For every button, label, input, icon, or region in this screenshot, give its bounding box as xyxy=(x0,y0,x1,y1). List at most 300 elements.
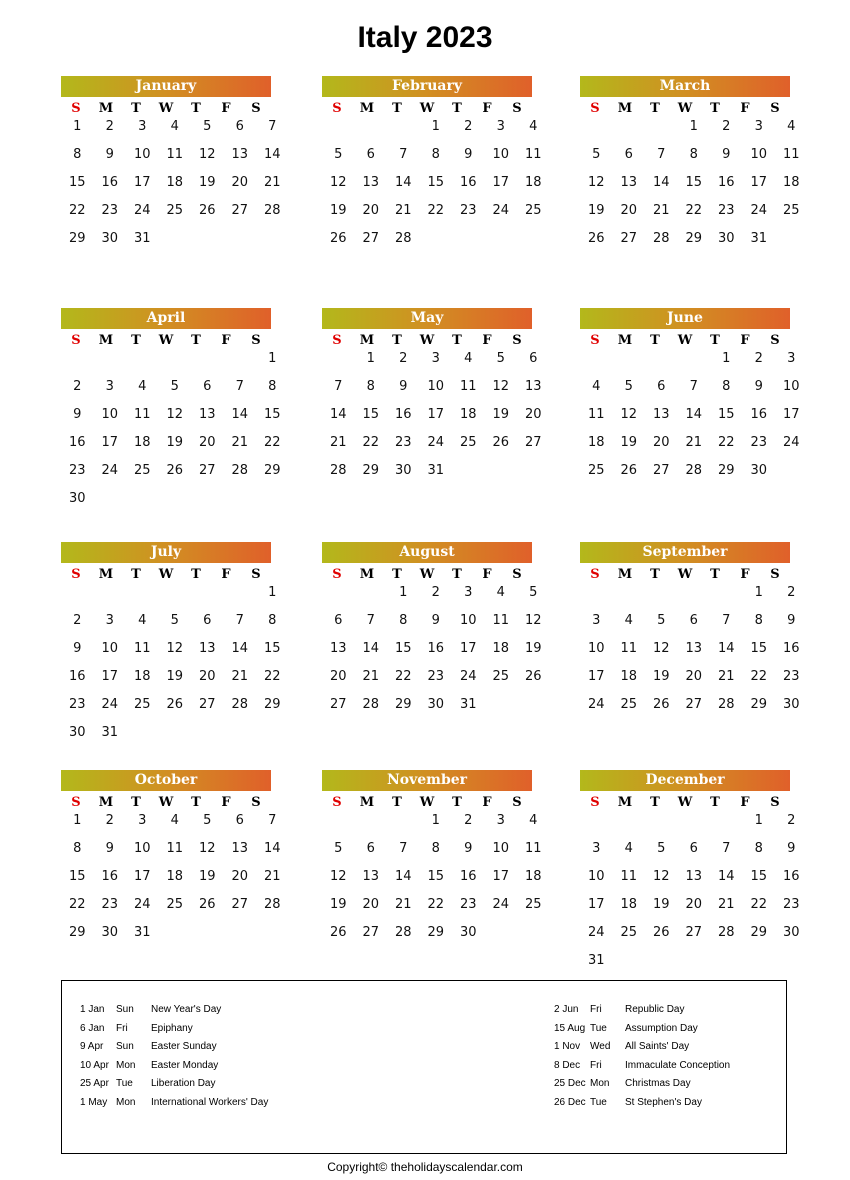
day-cell: 20 xyxy=(685,897,703,912)
day-cell: 22 xyxy=(362,435,380,450)
holiday-name: Immaculate Conception xyxy=(625,1059,731,1071)
day-cell: 11 xyxy=(524,147,542,162)
empty-cell xyxy=(322,585,355,613)
day-cell: 29 xyxy=(750,697,768,712)
weekday-label: W xyxy=(677,332,693,348)
day-grid xyxy=(322,119,542,259)
day-cell: 20 xyxy=(231,869,249,884)
month-september xyxy=(580,542,800,725)
day-cell: 11 xyxy=(620,869,638,884)
weekday-label: S xyxy=(332,332,342,348)
day-cell: 31 xyxy=(427,463,445,478)
day-cell: 18 xyxy=(524,175,542,190)
day-cell: 24 xyxy=(133,897,151,912)
day-cell: 17 xyxy=(133,175,151,190)
day-cell: 29 xyxy=(427,925,445,940)
empty-cell xyxy=(645,351,678,379)
day-cell: 14 xyxy=(231,407,249,422)
day-cell: 22 xyxy=(68,203,86,218)
weekday-label: T xyxy=(191,100,201,116)
weekday-label: W xyxy=(158,566,174,582)
day-cell: 18 xyxy=(133,669,151,684)
day-cell: 21 xyxy=(329,435,347,450)
day-cell: 12 xyxy=(524,613,542,628)
day-cell: 11 xyxy=(587,407,605,422)
month-april xyxy=(61,308,281,519)
day-cell: 10 xyxy=(587,641,605,656)
day-cell: 19 xyxy=(524,641,542,656)
day-cell: 16 xyxy=(750,407,768,422)
weekday-label: T xyxy=(191,332,201,348)
day-cell: 11 xyxy=(492,613,510,628)
day-cell: 16 xyxy=(68,669,86,684)
weekday-label: S xyxy=(590,794,600,810)
day-cell: 29 xyxy=(263,697,281,712)
day-cell: 19 xyxy=(587,203,605,218)
day-cell: 20 xyxy=(685,669,703,684)
holiday-name: St Stephen's Day xyxy=(625,1096,702,1108)
day-cell: 29 xyxy=(685,231,703,246)
day-cell: 17 xyxy=(492,175,510,190)
holiday-name: Easter Sunday xyxy=(151,1041,217,1053)
weekday-label: M xyxy=(617,332,633,348)
day-cell: 25 xyxy=(166,897,184,912)
day-cell: 1 xyxy=(431,119,440,134)
weekday-label: W xyxy=(419,794,435,810)
empty-cell xyxy=(613,813,646,841)
day-cell: 9 xyxy=(464,147,473,162)
weekday-label: F xyxy=(482,566,492,582)
day-cell: 26 xyxy=(652,925,670,940)
day-cell: 14 xyxy=(717,641,735,656)
day-grid xyxy=(580,119,800,259)
day-cell: 3 xyxy=(496,119,505,134)
weekday-label: F xyxy=(221,332,231,348)
month-november xyxy=(322,770,542,953)
weekday-label: M xyxy=(359,794,375,810)
month-december xyxy=(580,770,800,981)
empty-cell xyxy=(710,813,743,841)
empty-cell xyxy=(126,351,159,379)
weekday-header-row xyxy=(580,563,790,585)
day-grid xyxy=(61,585,281,753)
day-cell: 18 xyxy=(620,897,638,912)
day-cell: 10 xyxy=(750,147,768,162)
day-cell: 23 xyxy=(459,897,477,912)
weekday-label: M xyxy=(98,332,114,348)
day-cell: 3 xyxy=(431,351,440,366)
day-cell: 30 xyxy=(459,925,477,940)
month-header: February xyxy=(322,76,532,97)
holiday-name: Republic Day xyxy=(625,1004,685,1015)
weekday-label: T xyxy=(452,332,462,348)
day-cell: 25 xyxy=(492,669,510,684)
holiday-row xyxy=(80,1038,268,1057)
day-cell: 10 xyxy=(101,641,119,656)
day-cell: 4 xyxy=(624,613,633,628)
day-cell: 28 xyxy=(652,231,670,246)
day-cell: 25 xyxy=(166,203,184,218)
day-cell: 16 xyxy=(717,175,735,190)
day-cell: 13 xyxy=(685,641,703,656)
day-cell: 22 xyxy=(263,669,281,684)
day-cell: 26 xyxy=(329,231,347,246)
weekday-label: W xyxy=(158,100,174,116)
day-cell: 29 xyxy=(68,925,86,940)
day-cell: 5 xyxy=(334,841,343,856)
day-cell: 12 xyxy=(587,175,605,190)
weekday-label: F xyxy=(740,566,750,582)
weekday-label: S xyxy=(512,566,522,582)
day-cell: 20 xyxy=(198,435,216,450)
day-cell: 24 xyxy=(101,463,119,478)
day-cell: 2 xyxy=(73,379,82,394)
holiday-weekday: Fri xyxy=(116,1022,128,1034)
day-cell: 22 xyxy=(750,897,768,912)
day-cell: 3 xyxy=(754,119,763,134)
day-cell: 11 xyxy=(782,147,800,162)
empty-cell xyxy=(678,351,711,379)
day-cell: 2 xyxy=(787,813,796,828)
day-cell: 27 xyxy=(685,925,703,940)
weekday-header-row xyxy=(580,329,790,351)
day-cell: 17 xyxy=(587,669,605,684)
month-august xyxy=(322,542,542,725)
day-cell: 21 xyxy=(263,869,281,884)
day-cell: 5 xyxy=(170,613,179,628)
day-cell: 4 xyxy=(624,841,633,856)
holiday-date: 8 Dec xyxy=(554,1059,581,1071)
day-cell: 29 xyxy=(263,463,281,478)
day-cell: 4 xyxy=(592,379,601,394)
day-cell: 19 xyxy=(620,435,638,450)
day-cell: 17 xyxy=(782,407,800,422)
weekday-label: M xyxy=(617,794,633,810)
day-cell: 19 xyxy=(198,175,216,190)
holiday-name: Epiphany xyxy=(151,1022,193,1034)
weekday-label: W xyxy=(419,332,435,348)
day-cell: 13 xyxy=(620,175,638,190)
day-cell: 27 xyxy=(231,203,249,218)
day-cell: 27 xyxy=(329,697,347,712)
day-cell: 15 xyxy=(750,869,768,884)
holiday-date: 25 Dec xyxy=(554,1078,586,1090)
day-cell: 5 xyxy=(170,379,179,394)
empty-cell xyxy=(322,813,355,841)
day-cell: 5 xyxy=(529,585,538,600)
weekday-label: F xyxy=(740,332,750,348)
day-cell: 6 xyxy=(203,379,212,394)
day-cell: 4 xyxy=(464,351,473,366)
day-cell: 16 xyxy=(101,869,119,884)
day-cell: 2 xyxy=(431,585,440,600)
weekday-label: F xyxy=(740,100,750,116)
holiday-date: 26 Dec xyxy=(554,1096,586,1108)
day-cell: 3 xyxy=(464,585,473,600)
day-cell: 9 xyxy=(399,379,408,394)
day-cell: 17 xyxy=(101,669,119,684)
day-cell: 3 xyxy=(592,841,601,856)
month-header: June xyxy=(580,308,790,329)
day-cell: 8 xyxy=(431,147,440,162)
day-cell: 28 xyxy=(717,925,735,940)
day-cell: 27 xyxy=(524,435,542,450)
day-cell: 1 xyxy=(399,585,408,600)
day-cell: 12 xyxy=(329,869,347,884)
holiday-row xyxy=(554,1020,730,1039)
day-cell: 20 xyxy=(198,669,216,684)
weekday-label: T xyxy=(710,794,720,810)
day-cell: 31 xyxy=(133,925,151,940)
day-cell: 15 xyxy=(427,869,445,884)
weekday-label: S xyxy=(512,100,522,116)
weekday-label: M xyxy=(617,100,633,116)
day-cell: 11 xyxy=(459,379,477,394)
weekday-label: W xyxy=(158,332,174,348)
weekday-label: T xyxy=(650,794,660,810)
holiday-weekday: Mon xyxy=(116,1096,136,1108)
day-cell: 18 xyxy=(782,175,800,190)
day-cell: 14 xyxy=(717,869,735,884)
day-cell: 6 xyxy=(657,379,666,394)
month-header: September xyxy=(580,542,790,563)
day-grid xyxy=(61,813,281,953)
day-grid xyxy=(322,813,542,953)
day-cell: 6 xyxy=(235,119,244,134)
weekday-label: T xyxy=(131,566,141,582)
weekday-label: T xyxy=(131,794,141,810)
weekday-label: W xyxy=(419,566,435,582)
weekday-label: T xyxy=(452,566,462,582)
empty-cell xyxy=(191,585,224,613)
day-cell: 9 xyxy=(105,147,114,162)
day-cell: 30 xyxy=(68,491,86,506)
day-cell: 6 xyxy=(624,147,633,162)
day-cell: 23 xyxy=(427,669,445,684)
holiday-date: 1 May xyxy=(80,1096,108,1108)
day-cell: 27 xyxy=(198,463,216,478)
day-cell: 24 xyxy=(459,669,477,684)
month-header: December xyxy=(580,770,790,791)
day-cell: 25 xyxy=(524,897,542,912)
empty-cell xyxy=(678,813,711,841)
day-cell: 23 xyxy=(101,897,119,912)
day-cell: 10 xyxy=(133,841,151,856)
weekday-header-row xyxy=(61,329,271,351)
day-cell: 28 xyxy=(394,231,412,246)
day-cell: 30 xyxy=(750,463,768,478)
empty-cell xyxy=(580,119,613,147)
holiday-weekday: Tue xyxy=(590,1096,607,1108)
day-cell: 7 xyxy=(722,841,731,856)
weekday-label: T xyxy=(392,100,402,116)
day-cell: 9 xyxy=(73,407,82,422)
page-title: Italy 2023 xyxy=(357,21,493,54)
day-cell: 18 xyxy=(524,869,542,884)
day-cell: 15 xyxy=(263,641,281,656)
day-cell: 18 xyxy=(166,175,184,190)
day-cell: 31 xyxy=(587,953,605,968)
day-cell: 1 xyxy=(73,813,82,828)
day-cell: 19 xyxy=(652,669,670,684)
day-cell: 4 xyxy=(170,119,179,134)
empty-cell xyxy=(678,585,711,613)
day-cell: 4 xyxy=(787,119,796,134)
day-cell: 13 xyxy=(329,641,347,656)
holiday-weekday: Tue xyxy=(590,1022,607,1034)
day-cell: 2 xyxy=(754,351,763,366)
day-cell: 15 xyxy=(68,869,86,884)
day-cell: 29 xyxy=(68,231,86,246)
day-cell: 2 xyxy=(464,119,473,134)
holiday-name: Easter Monday xyxy=(151,1059,219,1071)
day-cell: 21 xyxy=(231,435,249,450)
day-cell: 12 xyxy=(329,175,347,190)
weekday-label: T xyxy=(131,332,141,348)
empty-cell xyxy=(94,585,127,613)
weekday-label: F xyxy=(221,100,231,116)
day-cell: 5 xyxy=(657,841,666,856)
day-cell: 19 xyxy=(166,435,184,450)
day-cell: 6 xyxy=(529,351,538,366)
weekday-header-row xyxy=(322,97,532,119)
weekday-label: F xyxy=(221,566,231,582)
weekday-label: F xyxy=(740,794,750,810)
day-cell: 7 xyxy=(268,119,277,134)
day-cell: 7 xyxy=(235,379,244,394)
weekday-label: S xyxy=(770,100,780,116)
day-cell: 2 xyxy=(105,813,114,828)
day-cell: 4 xyxy=(138,379,147,394)
day-cell: 21 xyxy=(717,897,735,912)
day-cell: 20 xyxy=(652,435,670,450)
day-cell: 15 xyxy=(685,175,703,190)
weekday-label: M xyxy=(359,566,375,582)
day-cell: 7 xyxy=(268,813,277,828)
holiday-date: 2 Jun xyxy=(554,1004,579,1015)
day-grid xyxy=(61,351,281,519)
weekday-label: S xyxy=(770,332,780,348)
day-cell: 12 xyxy=(198,841,216,856)
day-cell: 24 xyxy=(133,203,151,218)
day-cell: 20 xyxy=(620,203,638,218)
day-cell: 19 xyxy=(198,869,216,884)
weekday-header-row xyxy=(322,329,532,351)
day-cell: 24 xyxy=(587,925,605,940)
day-cell: 2 xyxy=(464,813,473,828)
day-cell: 10 xyxy=(587,869,605,884)
day-cell: 31 xyxy=(133,231,151,246)
day-cell: 1 xyxy=(268,585,277,600)
day-cell: 5 xyxy=(592,147,601,162)
empty-cell xyxy=(61,351,94,379)
day-cell: 8 xyxy=(689,147,698,162)
day-cell: 25 xyxy=(459,435,477,450)
day-cell: 15 xyxy=(68,175,86,190)
day-cell: 4 xyxy=(170,813,179,828)
weekday-header-row xyxy=(61,97,271,119)
day-cell: 23 xyxy=(68,697,86,712)
weekday-header-row xyxy=(580,791,790,813)
day-cell: 8 xyxy=(722,379,731,394)
weekday-label: S xyxy=(512,794,522,810)
day-cell: 25 xyxy=(133,697,151,712)
holiday-column-left xyxy=(80,1001,268,1113)
day-cell: 11 xyxy=(166,841,184,856)
empty-cell xyxy=(126,585,159,613)
day-cell: 19 xyxy=(652,897,670,912)
weekday-label: S xyxy=(770,794,780,810)
day-cell: 10 xyxy=(492,147,510,162)
day-cell: 26 xyxy=(587,231,605,246)
empty-cell xyxy=(645,813,678,841)
day-cell: 20 xyxy=(362,203,380,218)
day-cell: 8 xyxy=(754,841,763,856)
day-cell: 28 xyxy=(263,897,281,912)
day-cell: 21 xyxy=(652,203,670,218)
day-grid xyxy=(322,351,542,491)
weekday-label: S xyxy=(770,566,780,582)
weekday-label: S xyxy=(71,100,81,116)
weekday-label: T xyxy=(392,794,402,810)
month-header: August xyxy=(322,542,532,563)
day-cell: 18 xyxy=(133,435,151,450)
day-cell: 15 xyxy=(750,641,768,656)
holiday-date: 25 Apr xyxy=(80,1078,109,1090)
day-cell: 1 xyxy=(431,813,440,828)
day-cell: 3 xyxy=(138,119,147,134)
day-cell: 24 xyxy=(492,897,510,912)
day-cell: 20 xyxy=(524,407,542,422)
day-cell: 7 xyxy=(689,379,698,394)
month-header: January xyxy=(61,76,271,97)
weekday-label: F xyxy=(482,332,492,348)
day-cell: 23 xyxy=(717,203,735,218)
day-cell: 22 xyxy=(394,669,412,684)
day-cell: 18 xyxy=(492,641,510,656)
day-cell: 14 xyxy=(394,869,412,884)
day-cell: 19 xyxy=(492,407,510,422)
day-cell: 24 xyxy=(492,203,510,218)
day-cell: 12 xyxy=(492,379,510,394)
weekday-label: T xyxy=(650,332,660,348)
weekday-label: T xyxy=(650,566,660,582)
weekday-label: T xyxy=(710,332,720,348)
weekday-label: M xyxy=(359,100,375,116)
day-cell: 16 xyxy=(427,641,445,656)
holiday-list xyxy=(61,980,787,1154)
empty-cell xyxy=(387,119,420,147)
day-cell: 16 xyxy=(782,869,800,884)
day-cell: 24 xyxy=(101,697,119,712)
holiday-name: Liberation Day xyxy=(151,1078,216,1090)
day-cell: 28 xyxy=(362,697,380,712)
day-cell: 29 xyxy=(717,463,735,478)
day-cell: 9 xyxy=(754,379,763,394)
day-cell: 24 xyxy=(427,435,445,450)
month-may xyxy=(322,308,542,491)
weekday-header-row xyxy=(322,791,532,813)
day-cell: 5 xyxy=(203,813,212,828)
day-cell: 26 xyxy=(166,463,184,478)
day-cell: 10 xyxy=(133,147,151,162)
weekday-label: S xyxy=(332,794,342,810)
day-cell: 11 xyxy=(166,147,184,162)
day-cell: 3 xyxy=(105,613,114,628)
empty-cell xyxy=(61,585,94,613)
day-cell: 10 xyxy=(492,841,510,856)
day-cell: 28 xyxy=(394,925,412,940)
